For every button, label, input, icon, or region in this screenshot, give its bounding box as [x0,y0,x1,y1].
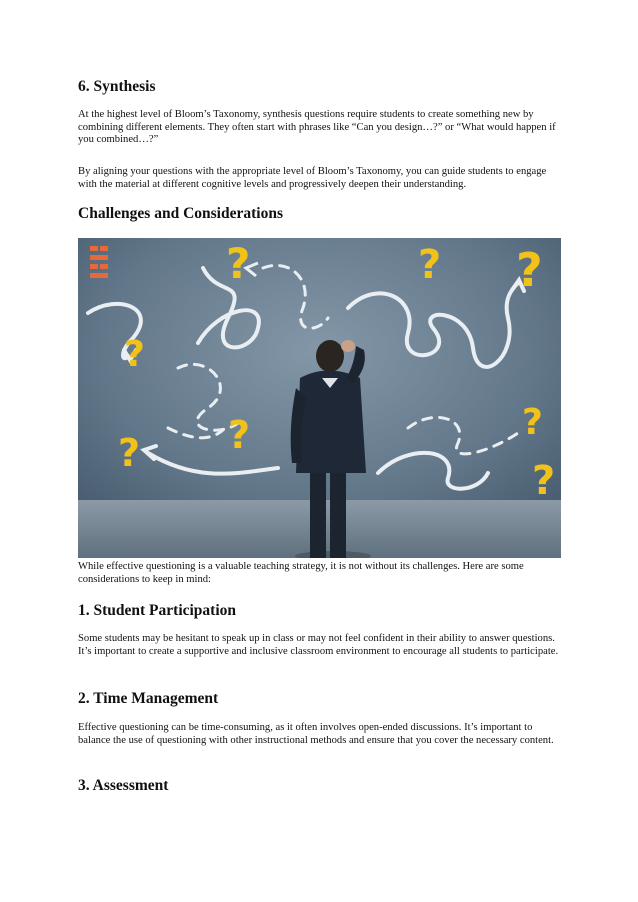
question-mark-3: ? [516,243,543,297]
question-mark-1: ? [226,239,251,288]
heading-challenges: Challenges and Considerations [78,205,283,222]
synthesis-paragraph-2: By aligning your questions with the appropriate level of Bloom’s Taxonomy, you can guide students to engage with the material at different cognitive levels and progressively deepen their understanding. [78,166,547,190]
participation-paragraph: Some students may be hesitant to speak up in class or may not feel confident in their ability to answer questions. It’s important to create a supportive and inclusive classroom environment to encourage all students to participate. [78,633,559,657]
question-mark-5: ? [228,413,251,457]
question-mark-6: ? [118,431,141,475]
heading-time-management: 2. Time Management [78,690,219,707]
synthesis-paragraph-1: At the highest level of Bloom’s Taxonomy, synthesis questions require students to create something new by combining different elements. They often start with phrases like “Can you design…?” or “What would happen if you combined…?” [78,109,556,146]
time-management-paragraph: Effective questioning can be time-consuming, as it often involves open-ended discussions. It’s important to balance the use of questioning with other instructional methods and ensure that you cover the necessary content. [78,722,554,746]
question-mark-8: ? [532,458,556,504]
illustration-man-questions [78,238,561,558]
question-mark-7: ? [522,402,543,443]
illustration-svg [78,238,561,558]
question-mark-2: ? [418,242,442,288]
heading-student-participation: 1. Student Participation [78,602,237,619]
heading-synthesis: 6. Synthesis [78,78,156,95]
figure-caption: While effective questioning is a valuable teaching strategy, it is not without its challenges. Here are some considerations to keep in mind: [78,561,524,585]
question-mark-4: ? [124,334,145,375]
heading-assessment: 3. Assessment [78,777,169,794]
